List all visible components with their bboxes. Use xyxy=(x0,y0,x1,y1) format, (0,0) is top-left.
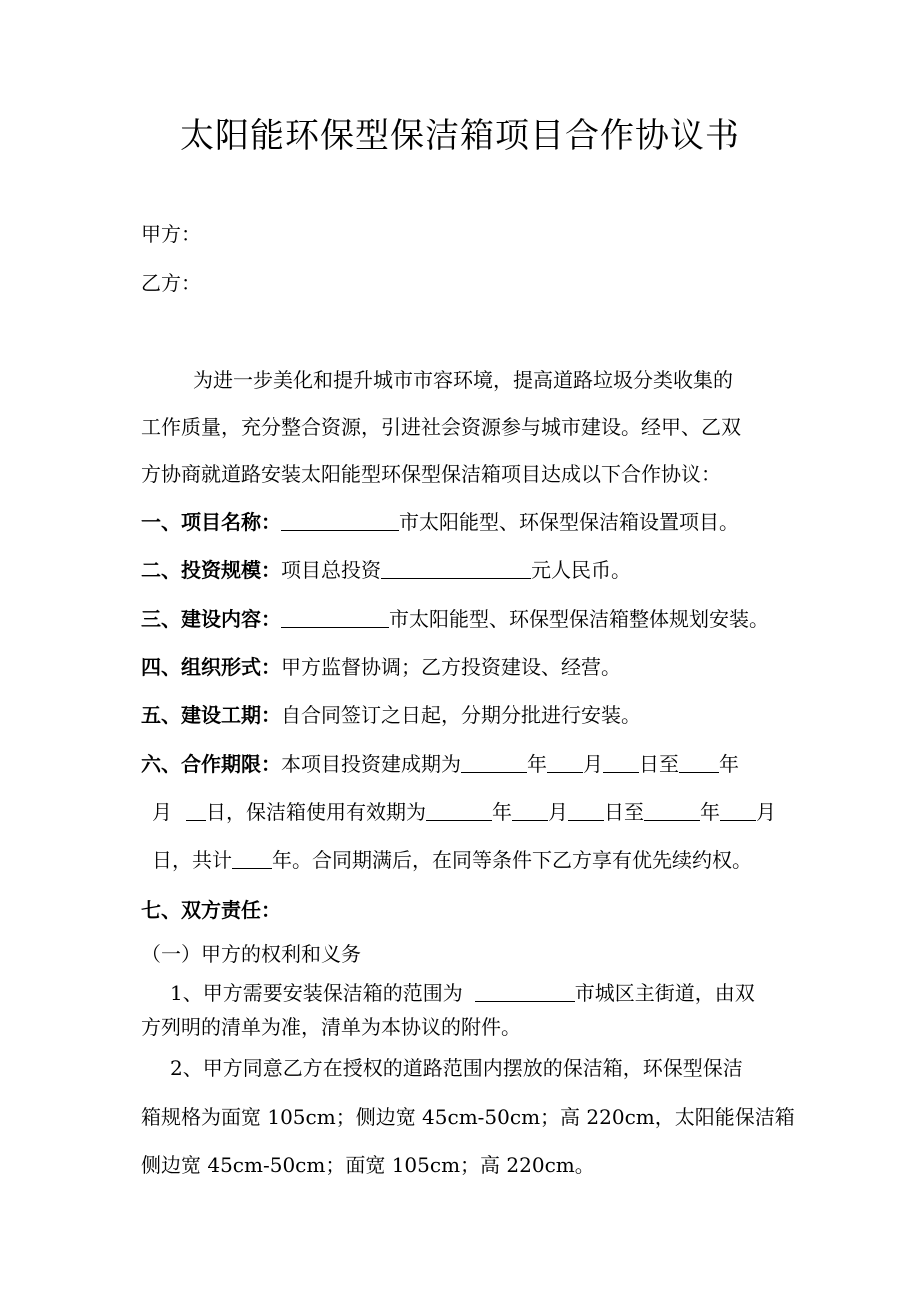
clause-text: ，保洁箱使用有效期为 xyxy=(226,800,426,824)
blank-field xyxy=(603,750,639,773)
clause-text: 年。合同期满后，在同等条件下乙方享有优先续约权。 xyxy=(272,848,752,872)
clause-text: 市太阳能型、环保型保洁箱设置项目。 xyxy=(399,510,739,534)
month-label: 月 xyxy=(152,800,172,824)
party-b-label: 乙方： xyxy=(141,271,201,295)
clause-term-line-2 xyxy=(152,798,776,826)
clause-text: 市城区主街道，由双 xyxy=(574,981,755,1005)
document-title: 太阳能环保型保洁箱项目合作协议书 xyxy=(180,116,740,156)
month-label: 月 xyxy=(583,752,603,776)
clause-text: ，共计 xyxy=(172,848,232,872)
clause-term-line-3 xyxy=(152,846,752,874)
section-a-item-1-line-2: 方列明的清单为准，清单为本协议的附件。 xyxy=(141,1015,521,1039)
clause-construction xyxy=(141,605,769,633)
blank-field xyxy=(461,750,527,773)
clause-label: 五、建设工期： xyxy=(141,703,281,727)
section-a-item-2-line-1: 2、甲方同意乙方在授权的道路范围内摆放的保洁箱，环保型保洁 xyxy=(170,1056,743,1080)
clause-label: 三、建设内容： xyxy=(141,607,281,631)
day-label: 日 xyxy=(152,848,172,872)
clause-term-line-1 xyxy=(141,750,739,778)
clause-text: 市太阳能型、环保型保洁箱整体规划安装。 xyxy=(389,607,769,631)
section-a-item-2-line-3: 侧边宽 45cm-50cm；面宽 105cm；高 220cm。 xyxy=(141,1153,595,1177)
year-label: 年 xyxy=(492,800,512,824)
clause-text: 自合同签订之日起，分期分批进行安装。 xyxy=(281,703,641,727)
intro-line-1: 为进一步美化和提升城市市容环境，提高道路垃圾分类收集的 xyxy=(193,368,733,392)
clause-text: 1、甲方需要安装保洁箱的范围为 xyxy=(170,981,463,1005)
section-a-heading: （一）甲方的权利和义务 xyxy=(141,942,361,966)
clause-organization xyxy=(141,653,621,681)
intro-line-3: 方协商就道路安装太阳能型环保型保洁箱项目达成以下合作协议： xyxy=(141,462,721,486)
to-label: 日至 xyxy=(639,752,679,776)
blank-field xyxy=(281,508,399,531)
blank-field xyxy=(232,846,272,869)
year-label: 年 xyxy=(719,752,739,776)
blank-field xyxy=(381,556,531,579)
month-label: 月 xyxy=(548,800,568,824)
party-a-label: 甲方： xyxy=(141,222,201,246)
month-label: 月 xyxy=(756,800,776,824)
year-label: 年 xyxy=(527,752,547,776)
clause-label: 六、合作期限： xyxy=(141,752,281,776)
clause-text: 甲方监督协调；乙方投资建设、经营。 xyxy=(281,655,621,679)
clause-schedule xyxy=(141,701,641,729)
section-a-item-1-line-1 xyxy=(170,979,755,1007)
clause-text: 本项目投资建成期为 xyxy=(281,752,461,776)
clause-text: 元人民币。 xyxy=(531,558,631,582)
blank-field xyxy=(281,605,389,628)
blank-field xyxy=(547,750,583,773)
clause-label: 一、项目名称： xyxy=(141,510,281,534)
blank-field xyxy=(426,798,492,821)
blank-field xyxy=(679,750,719,773)
blank-field xyxy=(644,798,700,821)
clause-text: 项目总投资 xyxy=(281,558,381,582)
section-a-item-2-line-2: 箱规格为面宽 105cm；侧边宽 45cm-50cm；高 220cm，太阳能保洁箱 xyxy=(141,1105,795,1129)
intro-line-2: 工作质量，充分整合资源，引进社会资源参与城市建设。经甲、乙双 xyxy=(141,415,741,439)
to-label: 日至 xyxy=(604,800,644,824)
day-label: 日 xyxy=(206,800,226,824)
year-label: 年 xyxy=(700,800,720,824)
clause-label: 二、投资规模： xyxy=(141,558,281,582)
clause-investment xyxy=(141,556,631,584)
blank-field xyxy=(475,979,575,1002)
blank-field xyxy=(186,798,206,821)
clause-responsibilities: 七、双方责任： xyxy=(141,898,281,922)
blank-field xyxy=(512,798,548,821)
clause-label: 四、组织形式： xyxy=(141,655,281,679)
clause-project-name xyxy=(141,508,739,536)
blank-field xyxy=(720,798,756,821)
blank-field xyxy=(568,798,604,821)
